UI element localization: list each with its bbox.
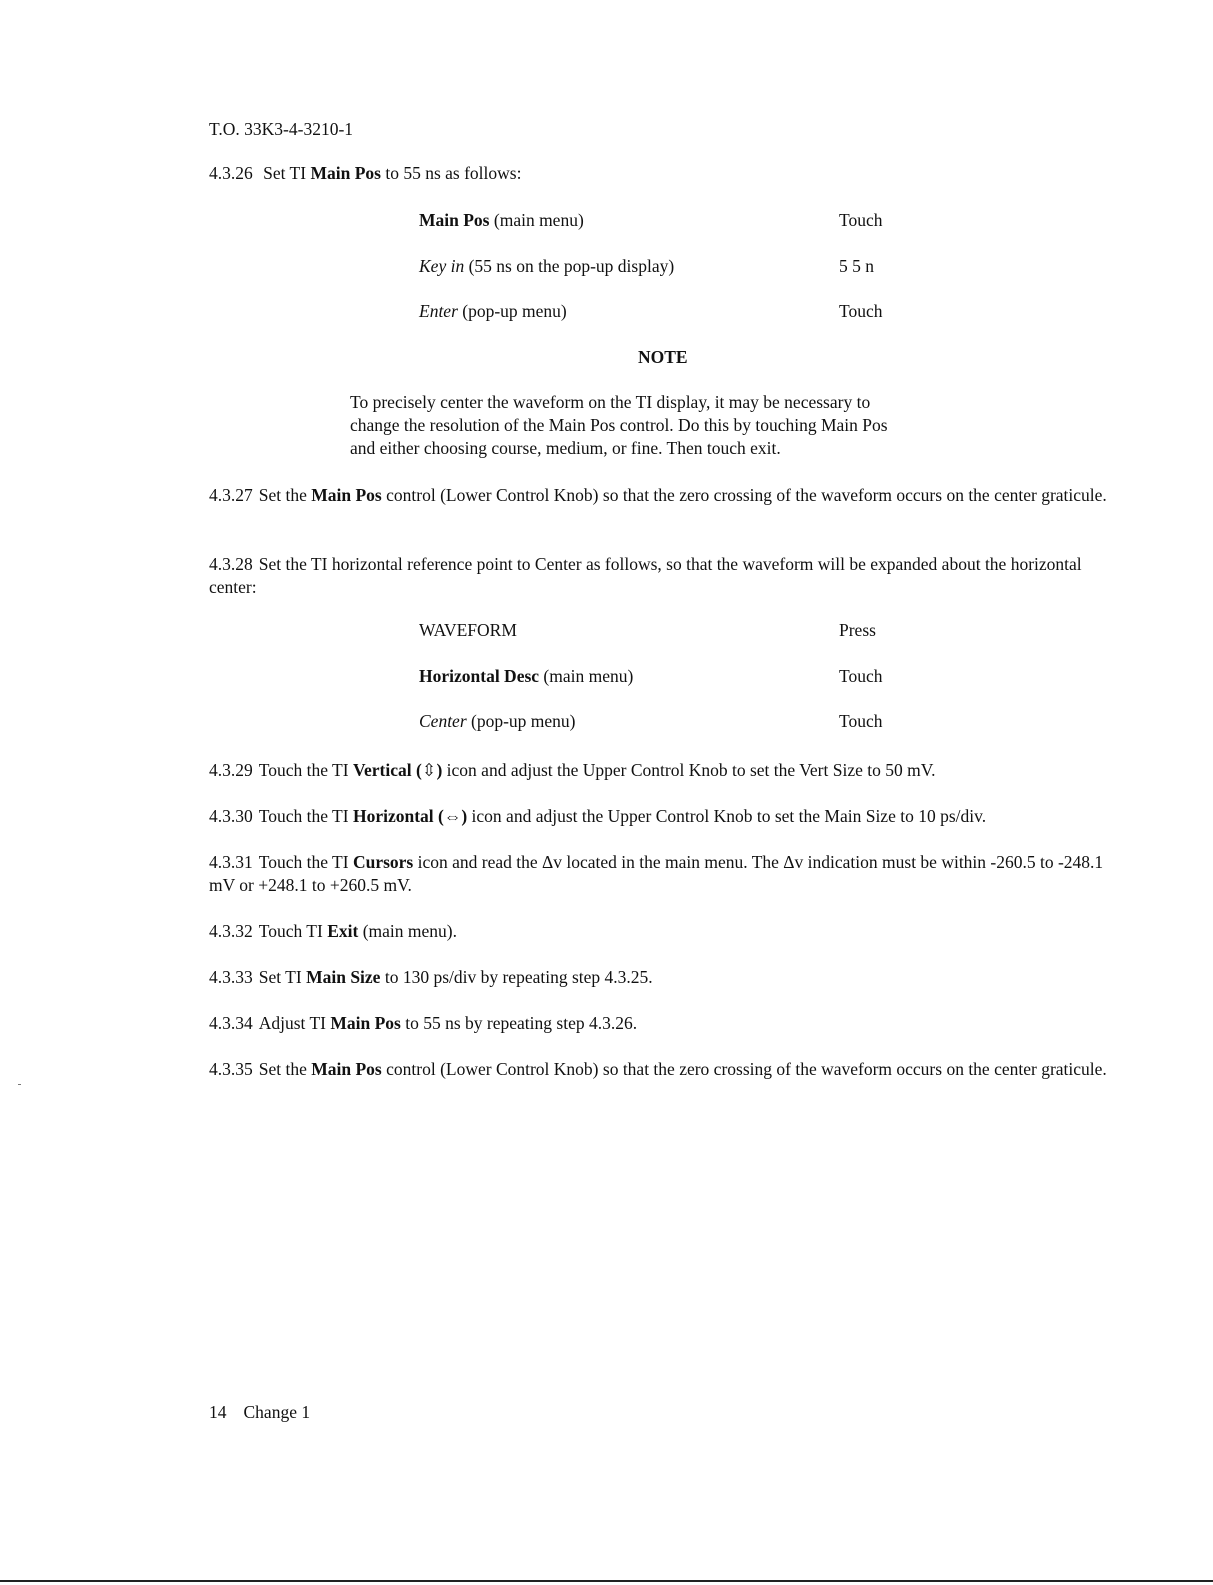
bottom-rule [0,1580,1213,1582]
table-row-waveform: WAVEFORM [419,620,517,640]
step-4-3-27: 4.3.27 Set the Main Pos control (Lower Control Knob) so that the zero crossing of the waveform occurs on the center graticule. [209,485,1107,505]
step-4-3-34: 4.3.34 Adjust TI Main Pos to 55 ns by repeating step 4.3.26. [209,1013,638,1033]
table-row-center: Center (pop-up menu) [419,711,576,731]
action-touch: Touch [839,711,883,731]
note-title: NOTE [638,347,688,367]
action-touch: Touch [839,666,883,686]
table-row-main-pos: Main Pos (main menu) [419,210,584,230]
table-row-horizontal-desc: Horizontal Desc (main menu) [419,666,634,686]
step-4-3-31: 4.3.31 Touch the TI Cursors icon and read the Δv located in the main menu. The Δv indication must be within -260.5 to -248.1 mV or +248.1 to +260.5 mV. [209,852,1104,895]
page-number: 14 [209,1402,227,1422]
step-4-3-30: 4.3.30 Touch the TI Horizontal (⇔) icon and adjust the Upper Control Knob to set the Main Size to 10 ps/div. [209,806,987,826]
page-footer [209,1402,310,1423]
step-number: 4.3.26 [209,163,253,183]
action-touch: Touch [839,210,883,230]
scan-mark [18,1084,21,1085]
table-row-enter: Enter (pop-up menu) [419,301,567,321]
step-4-3-28: 4.3.28 Set the TI horizontal reference point to Center as follows, so that the waveform will be expanded about the horizontal center: [209,554,1082,597]
action-key-in: 5 5 n [839,256,874,276]
action-press: Press [839,620,876,640]
step-4-3-26: 4.3.26 Set TI Main Pos to 55 ns as follows: [209,163,522,183]
document-number: T.O. 33K3-4-3210-1 [209,119,354,139]
note-body: To precisely center the waveform on the TI display, it may be necessary to change the resolution of the Main Pos control. Do this by touching Main Pos and either choosing course, medium, or fine. Then touch exit. [350,392,888,458]
step-4-3-32: 4.3.32 Touch TI Exit (main menu). [209,921,457,941]
table-row-key-in: Key in (55 ns on the pop-up display) [419,256,675,276]
step-4-3-35: 4.3.35 Set the Main Pos control (Lower Control Knob) so that the zero crossing of the waveform occurs on the center graticule. [209,1059,1107,1079]
change-label: Change 1 [243,1402,311,1422]
action-touch: Touch [839,301,883,321]
step-4-3-33: 4.3.33 Set TI Main Size to 130 ps/div by repeating step 4.3.25. [209,967,653,987]
step-4-3-29: 4.3.29 Touch the TI Vertical (⇳) icon and adjust the Upper Control Knob to set the Vert Size to 50 mV. [209,760,936,780]
